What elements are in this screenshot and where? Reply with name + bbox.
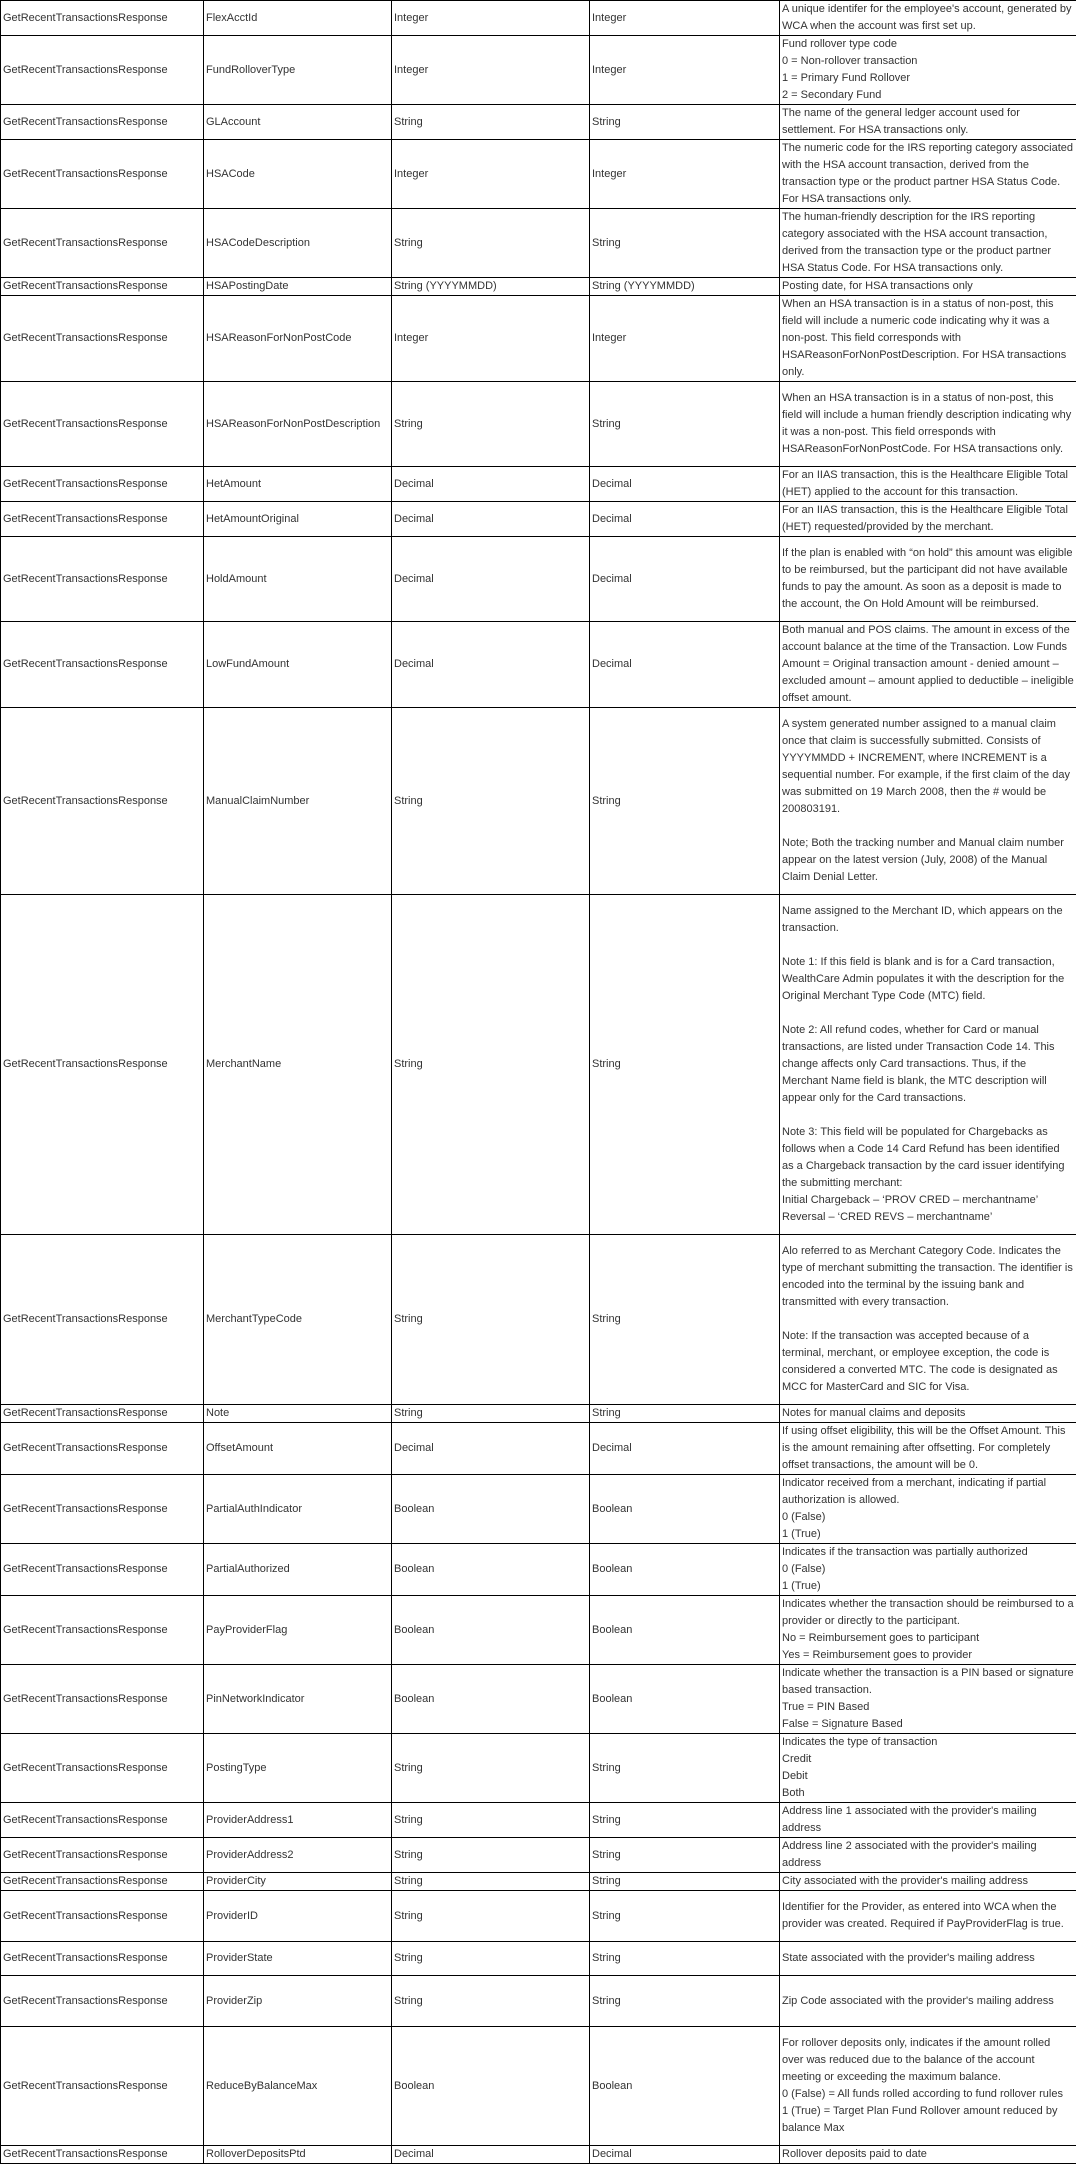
- field-name-cell: HSAReasonForNonPostCode: [204, 296, 392, 382]
- format-cell: String: [590, 1803, 780, 1838]
- table-row: [1, 1405, 1076, 1423]
- data-type-cell: String: [392, 105, 590, 140]
- message-name-cell: GetRecentTransactionsResponse: [1, 1665, 204, 1734]
- data-type-cell: Decimal: [392, 502, 590, 537]
- format-cell: Decimal: [590, 467, 780, 502]
- table-body: [1, 1, 1076, 2164]
- field-name-cell: PayProviderFlag: [204, 1596, 392, 1665]
- description-cell: The human-friendly description for the IRS reporting category associated with the HSA account transaction, derived from the transaction type or the product partner HSA Status Code. For HSA transactions only.: [780, 209, 1076, 278]
- message-name-cell: GetRecentTransactionsResponse: [1, 1475, 204, 1544]
- format-cell: String: [590, 1838, 780, 1873]
- description-cell: Indicates whether the transaction should be reimbursed to a provider or directly to the participant. No = Reimbursement goes to participant Yes = Reimbursement goes to provider: [780, 1596, 1076, 1665]
- format-cell: String: [590, 1235, 780, 1405]
- field-name-cell: ReduceByBalanceMax: [204, 2027, 392, 2146]
- table-row: [1, 895, 1076, 1235]
- table-row: [1, 1596, 1076, 1665]
- format-cell: Decimal: [590, 537, 780, 622]
- field-name-cell: MerchantName: [204, 895, 392, 1235]
- description-cell: Address line 1 associated with the provider's mailing address: [780, 1803, 1076, 1838]
- format-cell: String: [590, 1891, 780, 1942]
- message-name-cell: GetRecentTransactionsResponse: [1, 467, 204, 502]
- data-type-cell: String: [392, 1942, 590, 1976]
- data-type-cell: String: [392, 1803, 590, 1838]
- format-cell: String: [590, 105, 780, 140]
- field-name-cell: ProviderState: [204, 1942, 392, 1976]
- message-name-cell: GetRecentTransactionsResponse: [1, 209, 204, 278]
- field-name-cell: PinNetworkIndicator: [204, 1665, 392, 1734]
- description-cell: Indicator received from a merchant, indicating if partial authorization is allowed. 0 (False) 1 (True): [780, 1475, 1076, 1544]
- field-name-cell: FundRolloverType: [204, 36, 392, 105]
- message-name-cell: GetRecentTransactionsResponse: [1, 537, 204, 622]
- data-type-cell: Decimal: [392, 1423, 590, 1475]
- message-name-cell: GetRecentTransactionsResponse: [1, 2146, 204, 2164]
- data-type-cell: Decimal: [392, 537, 590, 622]
- data-type-cell: String: [392, 209, 590, 278]
- format-cell: Decimal: [590, 622, 780, 708]
- description-cell: Posting date, for HSA transactions only: [780, 278, 1076, 296]
- description-cell: When an HSA transaction is in a status of non-post, this field will include a numeric code indicating why it was a non-post. This field corresponds with HSAReasonForNonPostDescription. For HSA transactions only.: [780, 296, 1076, 382]
- field-name-cell: OffsetAmount: [204, 1423, 392, 1475]
- table-row: [1, 36, 1076, 105]
- message-name-cell: GetRecentTransactionsResponse: [1, 1891, 204, 1942]
- description-cell: A system generated number assigned to a manual claim once that claim is successfully submitted. Consists of YYYYMMDD + INCREMENT, where INCREMENT is a sequential number. For example, if the first claim of the day was submitted on 19 March 2008, then the # would be 200803191. Note; Both the tracking number and Manual claim number appear on the latest version (July, 2008) of the Manual Claim Denial Letter.: [780, 708, 1076, 895]
- message-name-cell: GetRecentTransactionsResponse: [1, 1235, 204, 1405]
- field-name-cell: HoldAmount: [204, 537, 392, 622]
- table-row: [1, 296, 1076, 382]
- field-name-cell: MerchantTypeCode: [204, 1235, 392, 1405]
- table-row: [1, 1891, 1076, 1942]
- format-cell: String: [590, 708, 780, 895]
- format-cell: Integer: [590, 36, 780, 105]
- message-name-cell: GetRecentTransactionsResponse: [1, 1423, 204, 1475]
- format-cell: Integer: [590, 1, 780, 36]
- data-type-cell: Decimal: [392, 467, 590, 502]
- data-type-cell: String (YYYYMMDD): [392, 278, 590, 296]
- message-name-cell: GetRecentTransactionsResponse: [1, 1405, 204, 1423]
- description-cell: City associated with the provider's mailing address: [780, 1873, 1076, 1891]
- description-cell: Alo referred to as Merchant Category Code. Indicates the type of merchant submitting the transaction. The identifier is encoded into the terminal by the issuing bank and transmitted with every transaction. Note: If the transaction was accepted because of a terminal, merchant, or employee exception, the code is considered a converted MTC. The code is designated as MCC for MasterCard and SIC for Visa.: [780, 1235, 1076, 1405]
- message-name-cell: GetRecentTransactionsResponse: [1, 278, 204, 296]
- description-cell: When an HSA transaction is in a status of non-post, this field will include a human friendly description indicating why it was a non-post. This field orresponds with HSAReasonForNonPostCode. For HSA transactions only.: [780, 382, 1076, 467]
- format-cell: Boolean: [590, 2027, 780, 2146]
- table-row: [1, 622, 1076, 708]
- description-cell: The numeric code for the IRS reporting category associated with the HSA account transaction, derived from the transaction type or the product partner HSA Status Code. For HSA transactions only.: [780, 140, 1076, 209]
- data-type-cell: String: [392, 1405, 590, 1423]
- description-cell: If the plan is enabled with “on hold” this amount was eligible to be reimbursed, but the participant did not have available funds to pay the amount. As soon as a deposit is made to the account, the On Hold Amount will be reimbursed.: [780, 537, 1076, 622]
- message-name-cell: GetRecentTransactionsResponse: [1, 1976, 204, 2027]
- message-name-cell: GetRecentTransactionsResponse: [1, 1942, 204, 1976]
- data-type-cell: String: [392, 1235, 590, 1405]
- data-type-cell: Integer: [392, 140, 590, 209]
- format-cell: Integer: [590, 296, 780, 382]
- message-name-cell: GetRecentTransactionsResponse: [1, 1596, 204, 1665]
- format-cell: String: [590, 209, 780, 278]
- format-cell: Boolean: [590, 1596, 780, 1665]
- field-name-cell: ManualClaimNumber: [204, 708, 392, 895]
- description-cell: Zip Code associated with the provider's mailing address: [780, 1976, 1076, 2027]
- message-name-cell: GetRecentTransactionsResponse: [1, 1873, 204, 1891]
- description-cell: If using offset eligibility, this will be the Offset Amount. This is the amount remaining after offsetting. For completely offset transactions, the amount will be 0.: [780, 1423, 1076, 1475]
- field-name-cell: ProviderAddress1: [204, 1803, 392, 1838]
- format-cell: String: [590, 382, 780, 467]
- data-type-cell: String: [392, 1838, 590, 1873]
- format-cell: String: [590, 1734, 780, 1803]
- message-name-cell: GetRecentTransactionsResponse: [1, 1544, 204, 1596]
- description-cell: Indicate whether the transaction is a PIN based or signature based transaction. True = PIN Based False = Signature Based: [780, 1665, 1076, 1734]
- field-name-cell: PostingType: [204, 1734, 392, 1803]
- data-type-cell: String: [392, 708, 590, 895]
- data-type-cell: String: [392, 1734, 590, 1803]
- description-cell: For an IIAS transaction, this is the Healthcare Eligible Total (HET) requested/provided by the merchant.: [780, 502, 1076, 537]
- field-name-cell: ProviderID: [204, 1891, 392, 1942]
- message-name-cell: GetRecentTransactionsResponse: [1, 36, 204, 105]
- message-name-cell: GetRecentTransactionsResponse: [1, 502, 204, 537]
- description-cell: Notes for manual claims and deposits: [780, 1405, 1076, 1423]
- message-name-cell: GetRecentTransactionsResponse: [1, 140, 204, 209]
- format-cell: Boolean: [590, 1665, 780, 1734]
- message-name-cell: GetRecentTransactionsResponse: [1, 1734, 204, 1803]
- format-cell: Integer: [590, 140, 780, 209]
- description-cell: Name assigned to the Merchant ID, which appears on the transaction. Note 1: If this field is blank and is for a Card transaction, WealthCare Admin populates it with the description for the Original Merchant Type Code (MTC) field. Note 2: All refund codes, whether for Card or manual transactions, are listed under Transaction Code 14. This change affects only Card transactions. Thus, if the Merchant Name field is blank, the MTC description will appear only for the Card transactions. Note 3: This field will be populated for Chargebacks as follows when a Code 14 Card Refund has been identified as a Chargeback transaction by the card issuer identifying the submitting merchant: Initial Chargeback – ‘PROV CRED – merchantname’ Reversal – ‘CRED REVS – merchantname’: [780, 895, 1076, 1235]
- table-row: [1, 1838, 1076, 1873]
- field-name-cell: LowFundAmount: [204, 622, 392, 708]
- table-row: [1, 502, 1076, 537]
- field-name-cell: PartialAuthIndicator: [204, 1475, 392, 1544]
- description-cell: A unique identifer for the employee's account, generated by WCA when the account was first set up.: [780, 1, 1076, 36]
- field-name-cell: HSAPostingDate: [204, 278, 392, 296]
- table-row: [1, 382, 1076, 467]
- table-row: [1, 209, 1076, 278]
- description-cell: Fund rollover type code 0 = Non-rollover transaction 1 = Primary Fund Rollover 2 = Secondary Fund: [780, 36, 1076, 105]
- table-row: [1, 140, 1076, 209]
- data-type-cell: Boolean: [392, 1475, 590, 1544]
- data-type-cell: String: [392, 895, 590, 1235]
- description-cell: Indicates if the transaction was partially authorized 0 (False) 1 (True): [780, 1544, 1076, 1596]
- format-cell: String: [590, 895, 780, 1235]
- data-type-cell: String: [392, 382, 590, 467]
- field-name-cell: ProviderZip: [204, 1976, 392, 2027]
- message-name-cell: GetRecentTransactionsResponse: [1, 1, 204, 36]
- field-name-cell: HetAmount: [204, 467, 392, 502]
- data-type-cell: Boolean: [392, 1596, 590, 1665]
- description-cell: For an IIAS transaction, this is the Healthcare Eligible Total (HET) applied to the account for this transaction.: [780, 467, 1076, 502]
- table-row: [1, 467, 1076, 502]
- field-name-cell: RolloverDepositsPtd: [204, 2146, 392, 2164]
- data-type-cell: Boolean: [392, 2027, 590, 2146]
- table-row: [1, 1475, 1076, 1544]
- data-type-cell: Decimal: [392, 622, 590, 708]
- format-cell: Boolean: [590, 1475, 780, 1544]
- data-type-cell: Boolean: [392, 1544, 590, 1596]
- field-name-cell: PartialAuthorized: [204, 1544, 392, 1596]
- message-name-cell: GetRecentTransactionsResponse: [1, 296, 204, 382]
- table-row: [1, 1873, 1076, 1891]
- table-row: [1, 2027, 1076, 2146]
- data-type-cell: Integer: [392, 296, 590, 382]
- message-name-cell: GetRecentTransactionsResponse: [1, 895, 204, 1235]
- format-cell: String: [590, 1405, 780, 1423]
- table-row: [1, 278, 1076, 296]
- table-row: [1, 1734, 1076, 1803]
- field-name-cell: HSAReasonForNonPostDescription: [204, 382, 392, 467]
- table-row: [1, 1, 1076, 36]
- format-cell: String (YYYYMMDD): [590, 278, 780, 296]
- table-row: [1, 1976, 1076, 2027]
- table-row: [1, 1942, 1076, 1976]
- format-cell: Decimal: [590, 1423, 780, 1475]
- format-cell: Decimal: [590, 2146, 780, 2164]
- data-type-cell: String: [392, 1976, 590, 2027]
- format-cell: String: [590, 1976, 780, 2027]
- message-name-cell: GetRecentTransactionsResponse: [1, 105, 204, 140]
- field-name-cell: HetAmountOriginal: [204, 502, 392, 537]
- table-row: [1, 708, 1076, 895]
- format-cell: Decimal: [590, 502, 780, 537]
- field-name-cell: Note: [204, 1405, 392, 1423]
- description-cell: Both manual and POS claims. The amount in excess of the account balance at the time of the Transaction. Low Funds Amount = Original transaction amount - denied amount – excluded amount – amount applied to deductible – ineligible offset amount.: [780, 622, 1076, 708]
- description-cell: Indicates the type of transaction Credit Debit Both: [780, 1734, 1076, 1803]
- field-name-cell: ProviderCity: [204, 1873, 392, 1891]
- field-name-cell: FlexAcctId: [204, 1, 392, 36]
- data-type-cell: String: [392, 1873, 590, 1891]
- field-name-cell: ProviderAddress2: [204, 1838, 392, 1873]
- table-row: [1, 105, 1076, 140]
- description-cell: Rollover deposits paid to date: [780, 2146, 1076, 2164]
- description-cell: For rollover deposits only, indicates if the amount rolled over was reduced due to the balance of the account meeting or exceeding the maximum balance. 0 (False) = All funds rolled according to fund rollover rules 1 (True) = Target Plan Fund Rollover amount reduced by balance Max: [780, 2027, 1076, 2146]
- data-type-cell: Decimal: [392, 2146, 590, 2164]
- message-name-cell: GetRecentTransactionsResponse: [1, 1838, 204, 1873]
- message-name-cell: GetRecentTransactionsResponse: [1, 708, 204, 895]
- description-cell: Address line 2 associated with the provider's mailing address: [780, 1838, 1076, 1873]
- format-cell: Boolean: [590, 1544, 780, 1596]
- table-row: [1, 537, 1076, 622]
- table-row: [1, 1544, 1076, 1596]
- description-cell: The name of the general ledger account used for settlement. For HSA transactions only.: [780, 105, 1076, 140]
- format-cell: String: [590, 1942, 780, 1976]
- table-row: [1, 2146, 1076, 2164]
- field-name-cell: HSACodeDescription: [204, 209, 392, 278]
- data-type-cell: Boolean: [392, 1665, 590, 1734]
- field-name-cell: HSACode: [204, 140, 392, 209]
- description-cell: Identifier for the Provider, as entered into WCA when the provider was created. Required if PayProviderFlag is true.: [780, 1891, 1076, 1942]
- message-name-cell: GetRecentTransactionsResponse: [1, 1803, 204, 1838]
- data-type-cell: String: [392, 1891, 590, 1942]
- description-cell: State associated with the provider's mailing address: [780, 1942, 1076, 1976]
- data-type-cell: Integer: [392, 1, 590, 36]
- table-row: [1, 1665, 1076, 1734]
- message-name-cell: GetRecentTransactionsResponse: [1, 622, 204, 708]
- table-row: [1, 1423, 1076, 1475]
- table-row: [1, 1803, 1076, 1838]
- data-type-cell: Integer: [392, 36, 590, 105]
- message-name-cell: GetRecentTransactionsResponse: [1, 382, 204, 467]
- message-name-cell: GetRecentTransactionsResponse: [1, 2027, 204, 2146]
- format-cell: String: [590, 1873, 780, 1891]
- field-name-cell: GLAccount: [204, 105, 392, 140]
- table-row: [1, 1235, 1076, 1405]
